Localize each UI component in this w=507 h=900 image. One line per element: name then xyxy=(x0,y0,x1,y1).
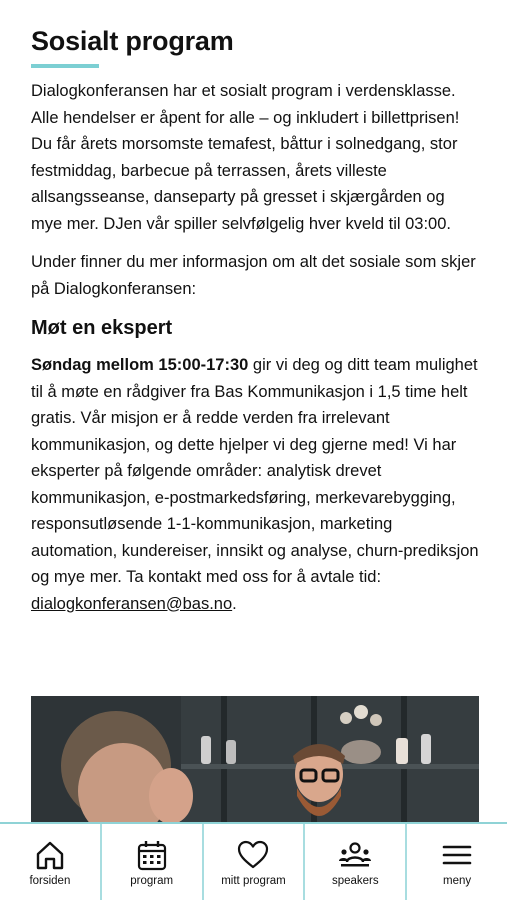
expert-paragraph xyxy=(31,352,479,617)
info-paragraph: Under finner du mer informasjon om alt det sosiale som skjer på Dialogkonferansen: xyxy=(31,253,476,298)
expert-time: Søndag mellom 15:00-17:30 xyxy=(31,356,249,374)
nav-item-speakers[interactable] xyxy=(305,824,407,900)
calendar-icon xyxy=(135,838,169,872)
nav-label: meny xyxy=(443,875,472,887)
intro-paragraph: Dialogkonferansen har et sosialt program i verdensklasse. Alle hendelser er åpent for alle – og inkludert i billettprisen! Du får årets morsomste temafest, båttur i solnedgang, stor festmiddag, barbecue på terrassen, årets villeste allsangsseanse, danseparty på gresset i skjærgården og mye mer. DJen vår spiller selvfølgelig hver kveld til 03:00. xyxy=(31,82,460,233)
nav-label: speakers xyxy=(331,875,379,887)
section-heading: Møt en ekspert xyxy=(31,317,173,339)
expert-text: gir vi deg og ditt team mulighet til å møte en rådgiver fra Bas Kommunikasjon i 1,5 time helt gratis. Vår misjon er å redde verden fra irrelevant kommunikasjon, og dette hjelper vi deg gjerne med! Vi har eksperter på følgende områder: analytisk drevet kommunikasjon, e-postmarkedsføring, merkevarebygging, responsutløsende 1-1-kommunikasjon, marketing automation, kundereiser, innsikt og analyse, churn-prediksjon og mye mer. Ta kontakt med oss for å avtale tid: xyxy=(31,356,479,586)
nav-label: mitt program xyxy=(221,875,286,887)
article-content xyxy=(31,24,479,629)
people-icon xyxy=(338,838,372,872)
page-title: Sosialt program xyxy=(31,26,234,56)
nav-label: forsiden xyxy=(29,875,71,887)
title-underline xyxy=(31,64,99,68)
nav-item-program[interactable] xyxy=(102,824,204,900)
nav-label: program xyxy=(130,875,174,887)
nav-item-meny[interactable] xyxy=(407,824,507,900)
email-link[interactable]: dialogkonferansen@bas.no xyxy=(31,594,233,613)
heart-icon xyxy=(236,838,270,872)
nav-item-forsiden[interactable] xyxy=(0,824,102,900)
bottom-navigation xyxy=(0,822,507,900)
menu-icon xyxy=(440,838,474,872)
email-suffix: . xyxy=(232,594,237,613)
home-icon xyxy=(33,838,67,872)
nav-item-mitt-program[interactable] xyxy=(204,824,306,900)
